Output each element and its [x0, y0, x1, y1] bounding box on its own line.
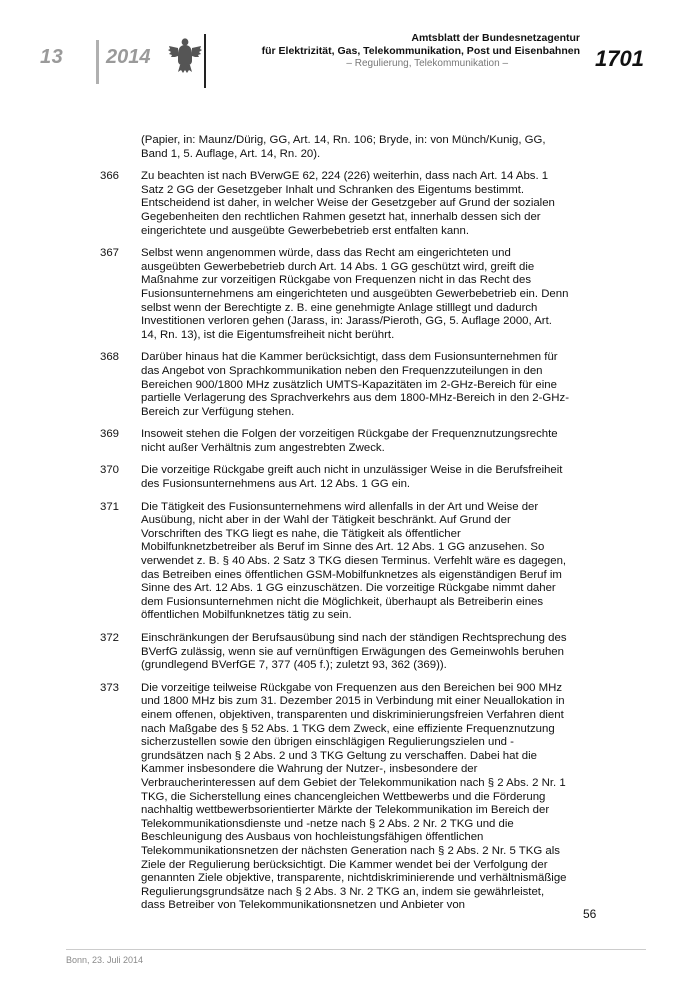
- paragraph-text: Zu beachten ist nach BVerwGE 62, 224 (226) weiterhin, dass nach Art. 14 Abs. 1 Satz 2 GG der Gesetzgeber Inhalt und Schranken des Eigentums bestimmt. Entscheidend ist daher, in welcher Weise der Gesetzgeber auf Grund der sozialen Gegebenheiten den rechtlichen Rahmen gesetzt hat, innerhalb dessen sich der eingerichtete und ausgeübte Gewerbebetrieb erst entfalten kann.: [141, 170, 555, 237]
- paragraph-text: Einschränkungen der Berufsausübung sind nach der ständigen Rechtsprechung des BVerfG zulässig, wenn sie auf vernünftigen Erwägungen des Gemeinwohls beruhen (grundlegend BVerfGE 7, 377 (405 f.); zuletzt 93, 362 (369)).: [141, 632, 567, 672]
- paragraph-number: 373: [100, 681, 120, 694]
- paragraph-number: 368: [100, 351, 120, 364]
- continuation-paragraph: (Papier, in: Maunz/Dürig, GG, Art. 14, Rn. 106; Bryde, in: von Münch/Kunig, GG, Band 1, 5. Auflage, Art. 14, Rn. 20).: [141, 134, 546, 160]
- publication-title: Amtsblatt der Bundesnetzagentur: [411, 32, 580, 44]
- document-body: [100, 134, 570, 922]
- section-label: – Regulierung, Telekommunikation –: [346, 58, 508, 69]
- paragraph: [100, 464, 570, 491]
- header-divider: [204, 34, 206, 88]
- paragraph-text: Selbst wenn angenommen würde, dass das Recht am eingerichteten und ausgeübten Gewerbebetrieb durch Art. 14 Abs. 1 GG geschützt wird, greift die Maßnahme zur vorzeitigen Rückgabe von Frequenzen nicht in das Recht des Fusionsunternehmens am eingerichteten und ausgeübten Gewerbebetrieb ein. Denn selbst wenn der Berechtigte z. B. eine genehmigte Anlage stilllegt und dadurch Investitionen verloren gehen (Jarass, in: Jarass/Pieroth, GG, 5. Auflage 2000, Art. 14, Rn. 13), ist die Eigentumsfreiheit nicht berührt.: [141, 247, 569, 341]
- paragraph: [100, 682, 570, 913]
- footer-date: Bonn, 23. Juli 2014: [66, 955, 144, 965]
- paragraph: [100, 632, 570, 673]
- paragraph-text: Die Tätigkeit des Fusionsunternehmens wird allenfalls in der Art und Weise der Ausübung, nicht aber in der Wahl der Tätigkeit beschränkt. Auf Grund der Vorschriften des TKG liegt es nahe, die Tätigkeit als öffentlicher Mobilfunknetzbetreiber als Beruf im Sinne des Art. 12 Abs. 1 GG anzusehen. So verwendet z. B. § 40 Abs. 2 Satz 3 TKG diesen Terminus. Verfehlt wäre es dagegen, das Betreiben eines öffentlichen GSM-Mobilfunknetzes als eigenständigen Beruf im Sinne des Art. 12 Abs. 1 GG einzuschätzen. Die vorzeitige Rückgabe nimmt daher dem Fusionsunternehmen nicht die Möglichkeit, überhaupt als Betreiberin eines öffentlichen Mobilfunknetzes tätig zu sein.: [141, 500, 567, 622]
- issue-number: 13: [40, 46, 64, 68]
- document-page-number: 56: [583, 907, 597, 921]
- paragraph: [100, 501, 570, 623]
- paragraph-text: Darüber hinaus hat die Kammer berücksichtigt, dass dem Fusionsunternehmen für das Angebot von Sprachkommunikation neben den Frequenzzuteilungen in den Bereichen 900/1800 MHz zusätzlich UMTS-Kapazitäten im 2-GHz-Bereich für eine partielle Verlagerung des Sprachverkehrs aus dem 1800-MHz-Bereich in den 2-GHz-Bereich zur Verfügung stehen.: [141, 351, 569, 418]
- issue-year: 2014: [106, 46, 151, 68]
- publication-subtitle: für Elektrizität, Gas, Telekommunikation, Post und Eisenbahnen: [261, 45, 580, 57]
- paragraph: [100, 428, 570, 455]
- federal-eagle-icon: [168, 34, 202, 74]
- paragraph: [100, 170, 570, 238]
- footer-divider: [66, 949, 646, 950]
- paragraph-number: 366: [100, 170, 120, 183]
- paragraph-number: 371: [100, 500, 120, 513]
- header-separator: [96, 40, 99, 84]
- paragraph-number: 367: [100, 247, 120, 260]
- paragraph: [100, 351, 570, 419]
- paragraph-number: 372: [100, 632, 120, 644]
- paragraph-text: Die vorzeitige Rückgabe greift auch nicht in unzulässiger Weise in die Berufsfreiheit des Fusionsunternehmens aus Art. 12 Abs. 1 GG ein.: [141, 464, 563, 491]
- paragraph-number: 369: [100, 428, 120, 441]
- paragraph-number: 370: [100, 464, 120, 477]
- paragraph-text: Insoweit stehen die Folgen der vorzeitigen Rückgabe der Frequenznutzungsrechte nicht außer Verhältnis zum angestrebten Zweck.: [141, 428, 558, 454]
- paragraph-text: Die vorzeitige teilweise Rückgabe von Frequenzen aus den Bereichen bei 900 MHz und 1800 MHz bis zum 31. Dezember 2015 in Verbindung mit einer Neuallokation in einem offenen, objektiven, transparenten und diskriminierungsfreien Verfahren dient nach Maßgabe des § 52 Abs. 1 TKG dem Zweck, eine effiziente Frequenznutzung sicherzustellen sowie den übrigen einschlägigen Regulierungszielen und -grundsätzen nach § 2 Abs. 2 und 3 TKG Geltung zu verschaffen. Dabei hat die Kammer insbesondere die Wahrung der Nutzer-, insbesondere der Verbraucherinteressen auf dem Gebiet der Telekommunikation nach § 2 Abs. 2 Nr. 1 TKG, die Sicherstellung eines chancengleichen Wettbewerbs und die Förderung nachhaltig wettbewerbsorientierter Märkte der Telekommunikation im Bereich der Telekommunikationsdienste und -netze nach § 2 Abs. 2 Nr. 2 TKG und die Beschleunigung des Ausbaus von hochleistungsfähigen öffentlichen Telekommunikationsnetzen der nächsten Generation nach § 2 Abs. 2 Nr. 5 TKG als Ziele der Regulierung berücksichtigt. Die Kammer wendet bei der Verfolgung der genannten Ziele objektive, transparente, nichtdiskriminierende und verhältnismäßige Regulierungsgrundsätze nach § 2 Abs. 3 Nr. 2 TKG an, indem sie gewährleistet, dass Betreiber von Telekommunikationsnetzen und Anbieter von: [141, 681, 567, 912]
- journal-page-number: 1701: [595, 46, 644, 71]
- paragraph: [100, 247, 570, 342]
